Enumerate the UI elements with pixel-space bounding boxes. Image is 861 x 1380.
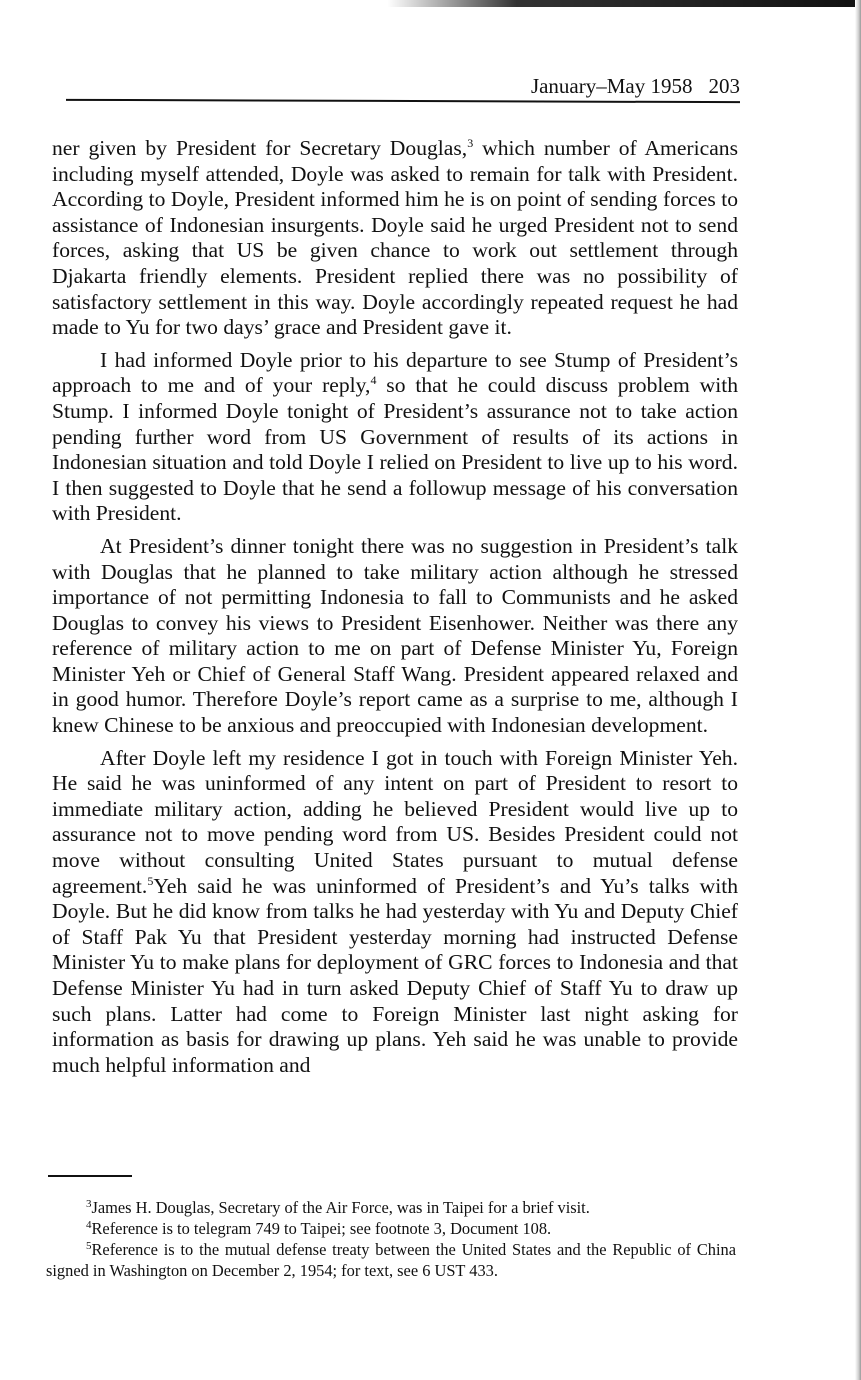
paragraph-4-text-a: After Doyle left my residence I got in touch with Foreign Minister Yeh. He said he was uninformed of any intent on part of President to resort to immediate military action, adding he believed President would live up to assurance not to move pending word from US. Besides President could not move without consulting United States pursuant to mutual defense agreement. (52, 745, 738, 898)
footnote-3-mark: 3 (86, 1198, 92, 1210)
paragraph-1-text-b: which number of Americans including myself attended, Doyle was asked to remain for talk with President. According to Doyle, President informed him he is on point of sending forces to assistance of Indonesian insurgents. Doyle said he urged President not to send forces, asking that US be given chance to work out settlement through Djakarta friendly elements. President replied there was no possibility of satisfactory settlement in this way. Doyle accordingly repeated request he had made to Yu for two days’ grace and President gave it. (52, 136, 738, 340)
paragraph-2-text-b: so that he could discuss problem with Stump. I informed Doyle tonight of President’s assurance not to take action pending further word from US Government of results of its actions in Indonesian situation and told Doyle I relied on President to live up to his word. I then suggested to Doyle that he send a followup message of his conversation with President. (52, 373, 738, 526)
page-number: 203 (708, 74, 740, 98)
paragraph-2-text-a: I had informed Doyle prior to his departure to see Stump of President’s approach to me and of your reply, (52, 347, 738, 398)
running-head-date: January–May 1958 (530, 74, 693, 98)
footnote-ref-4: 4 (370, 373, 377, 388)
body-text (52, 136, 738, 1085)
paragraph-4 (52, 746, 738, 1079)
header-rule (66, 99, 740, 103)
footnotes (46, 1197, 736, 1281)
footnote-3 (46, 1197, 736, 1218)
footnote-4 (46, 1218, 736, 1239)
paragraph-1-text-a: ner given by President for Secretary Douglas, (52, 136, 468, 160)
paragraph-2 (52, 348, 738, 527)
footnote-5-text: Reference is to the mutual defense treaty between the United States and the Republic of China signed in Washington on December 2, 1954; for text, see 6 UST 433. (46, 1240, 736, 1280)
footnote-5 (46, 1239, 736, 1281)
paragraph-4-text-b: Yeh said he was uninformed of President’s and Yu’s talks with Doyle. But he did know from talks he had yesterday with Yu and Deputy Chief of Staff Pak Yu that President yesterday morning had instructed Defense Minister Yu to make plans for deployment of GRC forces to Indonesia and that Defense Minister Yu had in turn asked Deputy Chief of Staff Yu to draw up such plans. Latter had come to Foreign Minister last night asking for information as basis for drawing up plans. Yeh said he was unable to provide much helpful information and (52, 873, 738, 1077)
scan-top-edge (0, 0, 861, 7)
paragraph-1 (52, 136, 738, 341)
footnote-3-text: James H. Douglas, Secretary of the Air Force, was in Taipei for a brief visit. (91, 1198, 590, 1217)
footnote-ref-5: 5 (147, 873, 154, 888)
footnote-5-mark: 5 (86, 1240, 92, 1252)
running-head (66, 74, 740, 99)
scan-right-edge (855, 0, 861, 1380)
footnote-4-mark: 4 (86, 1219, 92, 1231)
footnote-4-text: Reference is to telegram 749 to Taipei; see footnote 3, Document 108. (91, 1219, 552, 1238)
paragraph-3: At President’s dinner tonight there was no suggestion in President’s talk with Douglas that he planned to take military action although he stressed importance of not permitting Indonesia to fall to Communists and he asked Douglas to convey his views to President Eisenhower. Neither was there any reference of military action to me on part of Defense Minister Yu, Foreign Minister Yeh or Chief of General Staff Wang. President appeared relaxed and in good humor. Therefore Doyle’s report came as a surprise to me, although I knew Chinese to be anxious and preoccupied with Indonesian development. (52, 533, 738, 738)
footnote-ref-3: 3 (467, 136, 474, 150)
footnote-rule (48, 1175, 132, 1177)
